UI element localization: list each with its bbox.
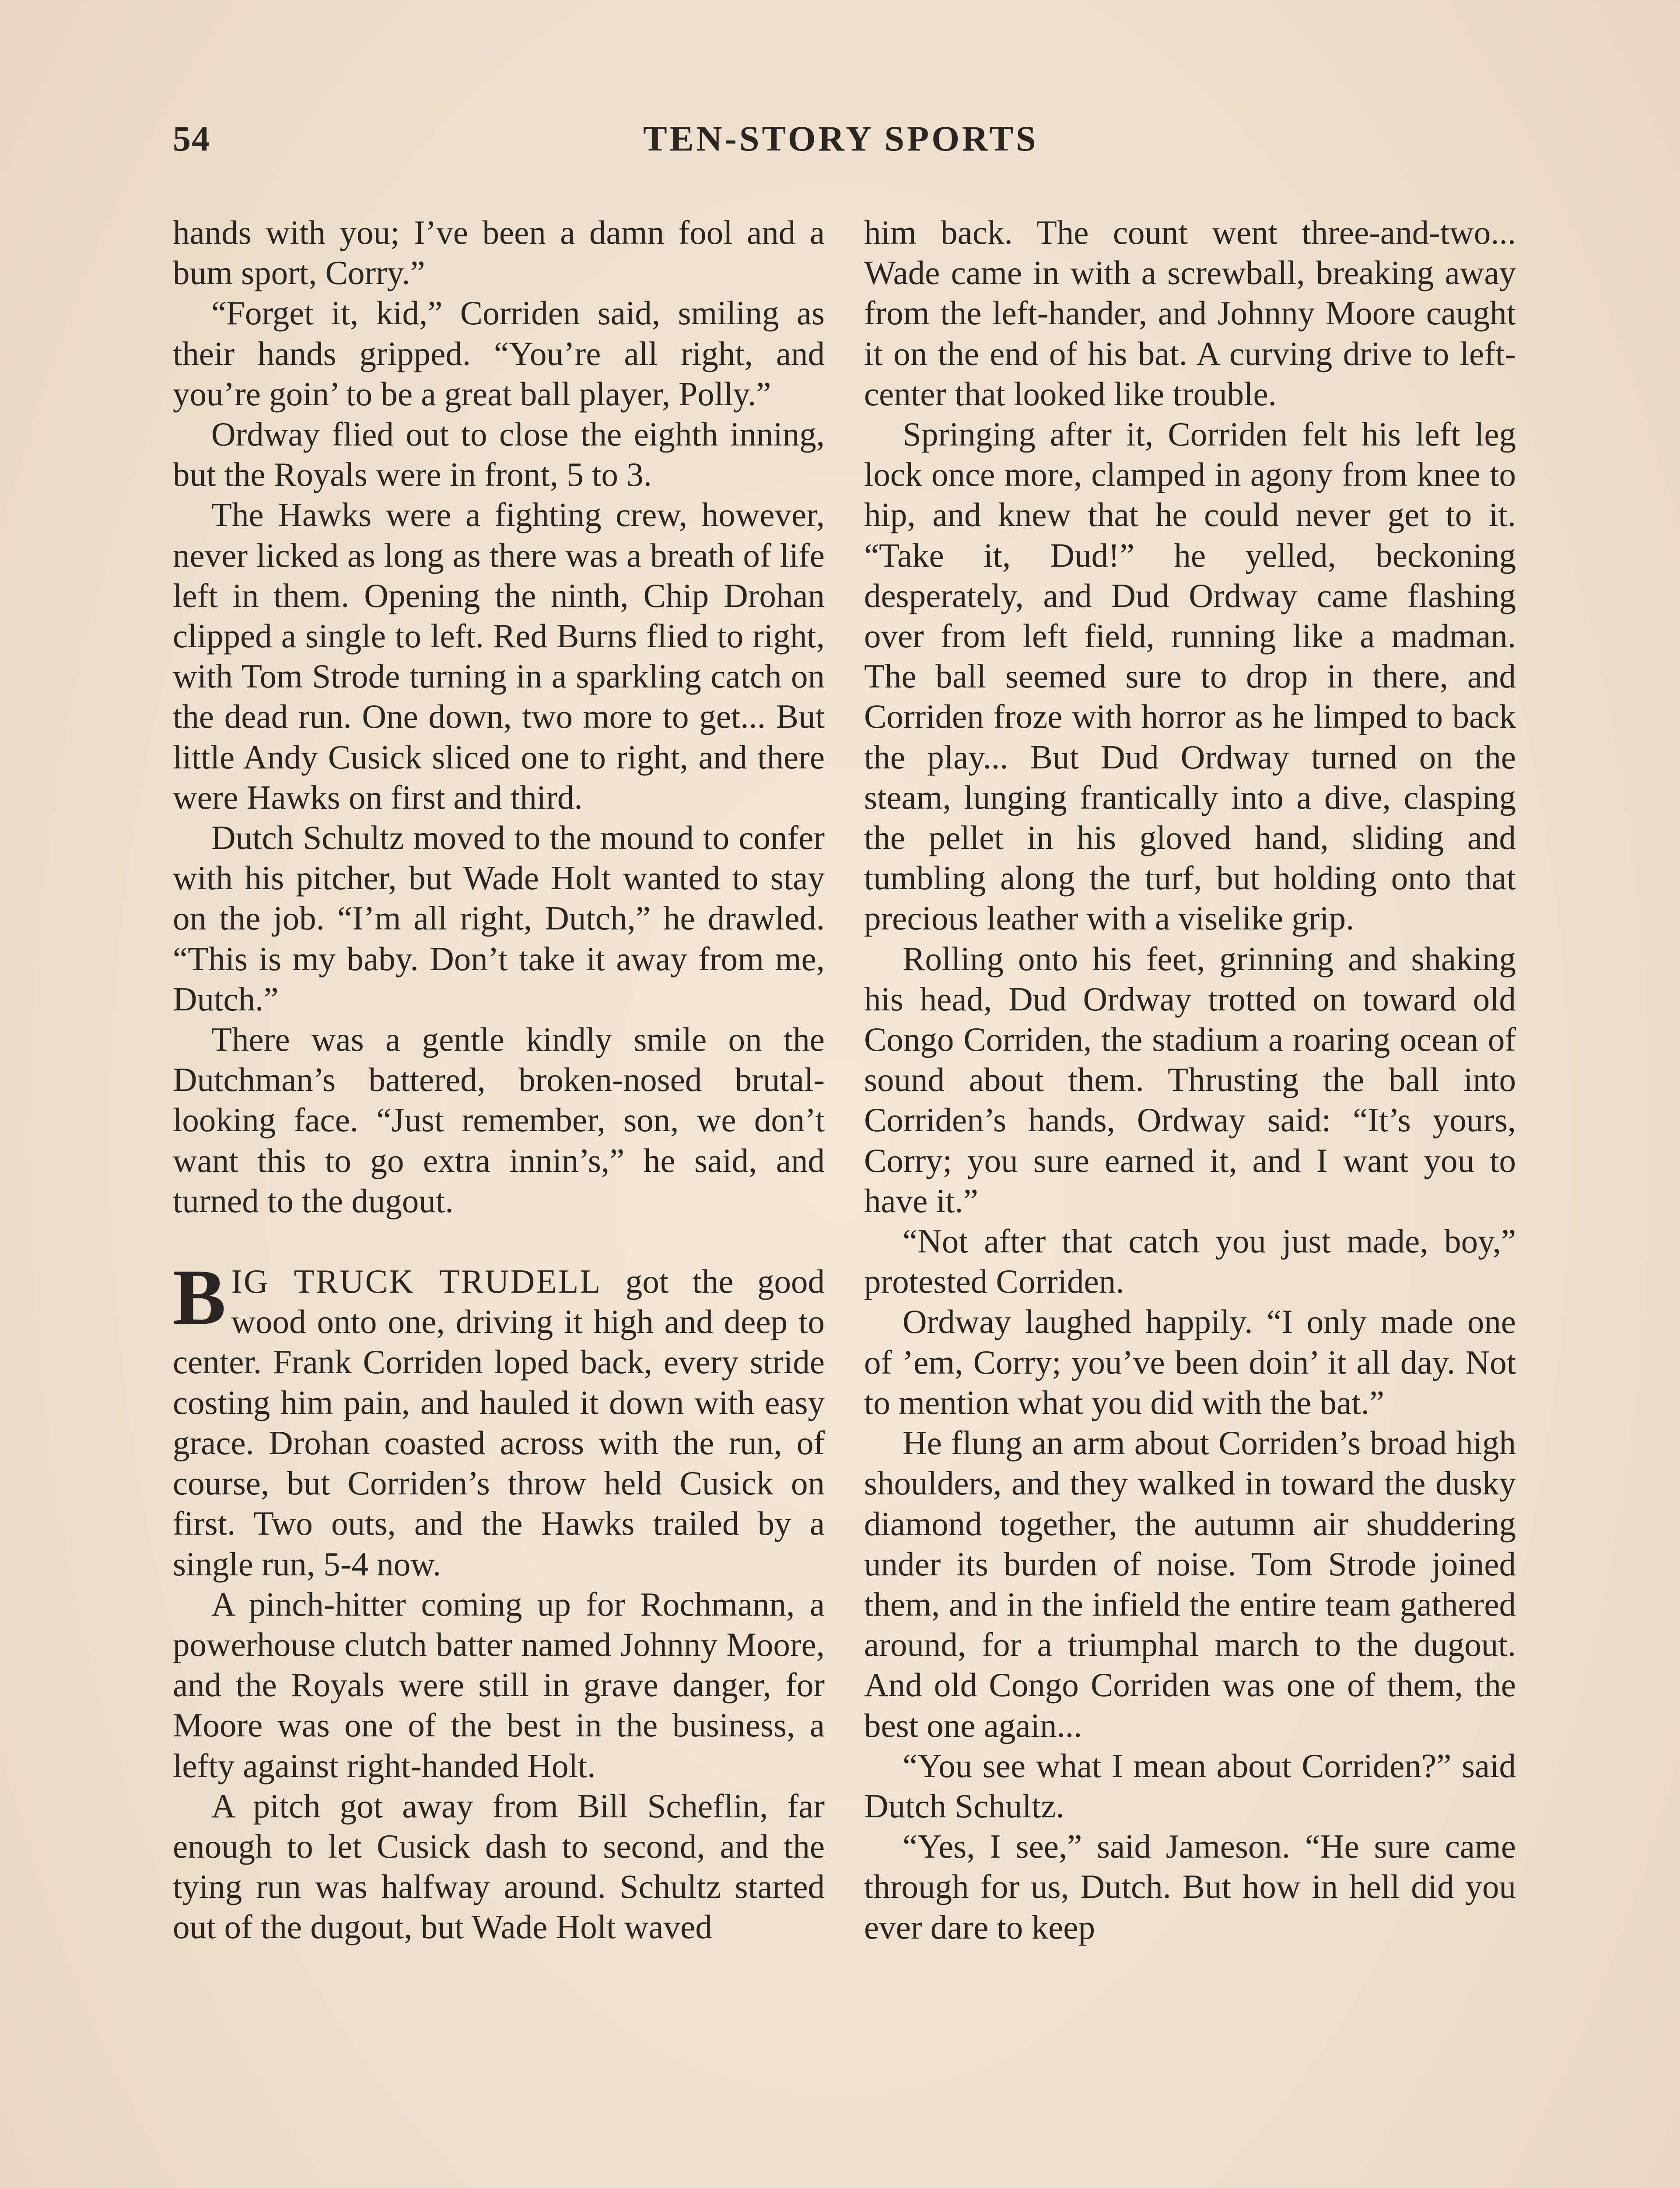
- page-header: [173, 118, 1512, 175]
- paragraph: Ordway laughed happily. “I only made one of ’em, Corry; you’ve been doin’ it all day. Not to mention what you did with the bat.”: [864, 1303, 1516, 1421]
- paragraph: He flung an arm about Corriden’s broad high shoulders, and they walked in toward the dusky diamond together, the autumn air shuddering under its burden of noise. Tom Strode joined them, and in the infield the entire team gathered around, for a triumphal march to the dugout. And old Congo Corriden was one of them, the best one again...: [864, 1424, 1516, 1744]
- section-lead-in: IG TRUCK TRUDELL: [231, 1262, 602, 1301]
- page-number: 54: [173, 119, 210, 158]
- paragraph: Rolling onto his feet, grinning and shaking his head, Dud Ordway trotted on toward old Congo Corriden, the stadium a roaring ocean of sound about them. Thrusting the ball into Corriden’s hands, Ordway said: “It’s yours, Corry; you sure earned it, and I want you to have it.”: [864, 940, 1516, 1220]
- paragraph: “Yes, I see,” said Jameson. “He sure came through for us, Dutch. But how in hell did you ever dare to keep: [864, 1827, 1516, 1946]
- paragraph: “Not after that catch you just made, boy,” protested Corriden.: [864, 1222, 1516, 1301]
- paragraph: “You see what I mean about Corriden?” said Dutch Schultz.: [864, 1746, 1516, 1825]
- running-title: TEN-STORY SPORTS: [643, 119, 1039, 158]
- paragraph: Ordway flied out to close the eighth inning, but the Royals were in front, 5 to 3.: [173, 415, 825, 494]
- left-column: [173, 212, 825, 1947]
- paragraph: Dutch Schultz moved to the mound to confer with his pitcher, but Wade Holt wanted to stay on the job. “I’m all right, Dutch,” he drawled. “This is my baby. Don’t take it away from me, Dutch.”: [173, 819, 825, 1018]
- paragraph: Springing after it, Corriden felt his left leg lock once more, clamped in agony from knee to hip, and knew that he could never get to it. “Take it, Dud!” he yelled, beckoning desperately, and Dud Ordway came flashing over from left field, running like a madman. The ball seemed sure to drop in there, and Corriden froze with horror as he limped to back the play... But Dud Ordway turned on the steam, lunging frantically into a dive, clasping the pellet in his gloved hand, sliding and tumbling along the turf, but holding onto that precious leather with a viselike grip.: [864, 415, 1516, 937]
- right-column: [864, 212, 1516, 1947]
- paragraph-text: got the good wood onto one, driving it high and deep to center. Frank Corriden loped back, every stride costing him pain, and hauled it down with easy grace. Drohan coasted across with the run, of course, but Corriden’s throw held Cusick on first. Two outs, and the Hawks trailed by a single run, 5-4 now.: [173, 1262, 825, 1583]
- drop-cap: B: [173, 1253, 226, 1342]
- paragraph: The Hawks were a fighting crew, however, never licked as long as there was a breath of life left in them. Opening the ninth, Chip Drohan clipped a single to left. Red Burns flied to right, with Tom Strode turning in a sparkling catch on the dead run. One down, two more to get... But little Andy Cusick sliced one to right, and there were Hawks on first and third.: [173, 496, 825, 816]
- paragraph: “Forget it, kid,” Corriden said, smiling as their hands gripped. “You’re all right, and you’re goin’ to be a great ball player, Polly.”: [173, 294, 825, 413]
- paragraph: A pinch-hitter coming up for Rochmann, a powerhouse clutch batter named Johnny Moore, and the Royals were still in grave danger, for Moore was one of the best in the business, a lefty against right-handed Holt.: [173, 1585, 825, 1785]
- paragraph: hands with you; I’ve been a damn fool and a bum sport, Corry.”: [173, 214, 825, 292]
- paragraph: A pitch got away from Bill Scheflin, far enough to let Cusick dash to second, and the tying run was halfway around. Schultz started out of the dugout, but Wade Holt waved: [173, 1787, 825, 1946]
- section-opening-paragraph: [173, 1253, 825, 1584]
- paragraph: him back. The count went three-and-two... Wade came in with a screwball, breaking away from the left-hander, and Johnny Moore caught it on the end of his bat. A curving drive to left-center that looked like trouble.: [864, 214, 1516, 413]
- paragraph: There was a gentle kindly smile on the Dutchman’s battered, broken-nosed brutal-looking face. “Just remember, son, we don’t want this to go extra innin’s,” he said, and turned to the dugout.: [173, 1020, 825, 1220]
